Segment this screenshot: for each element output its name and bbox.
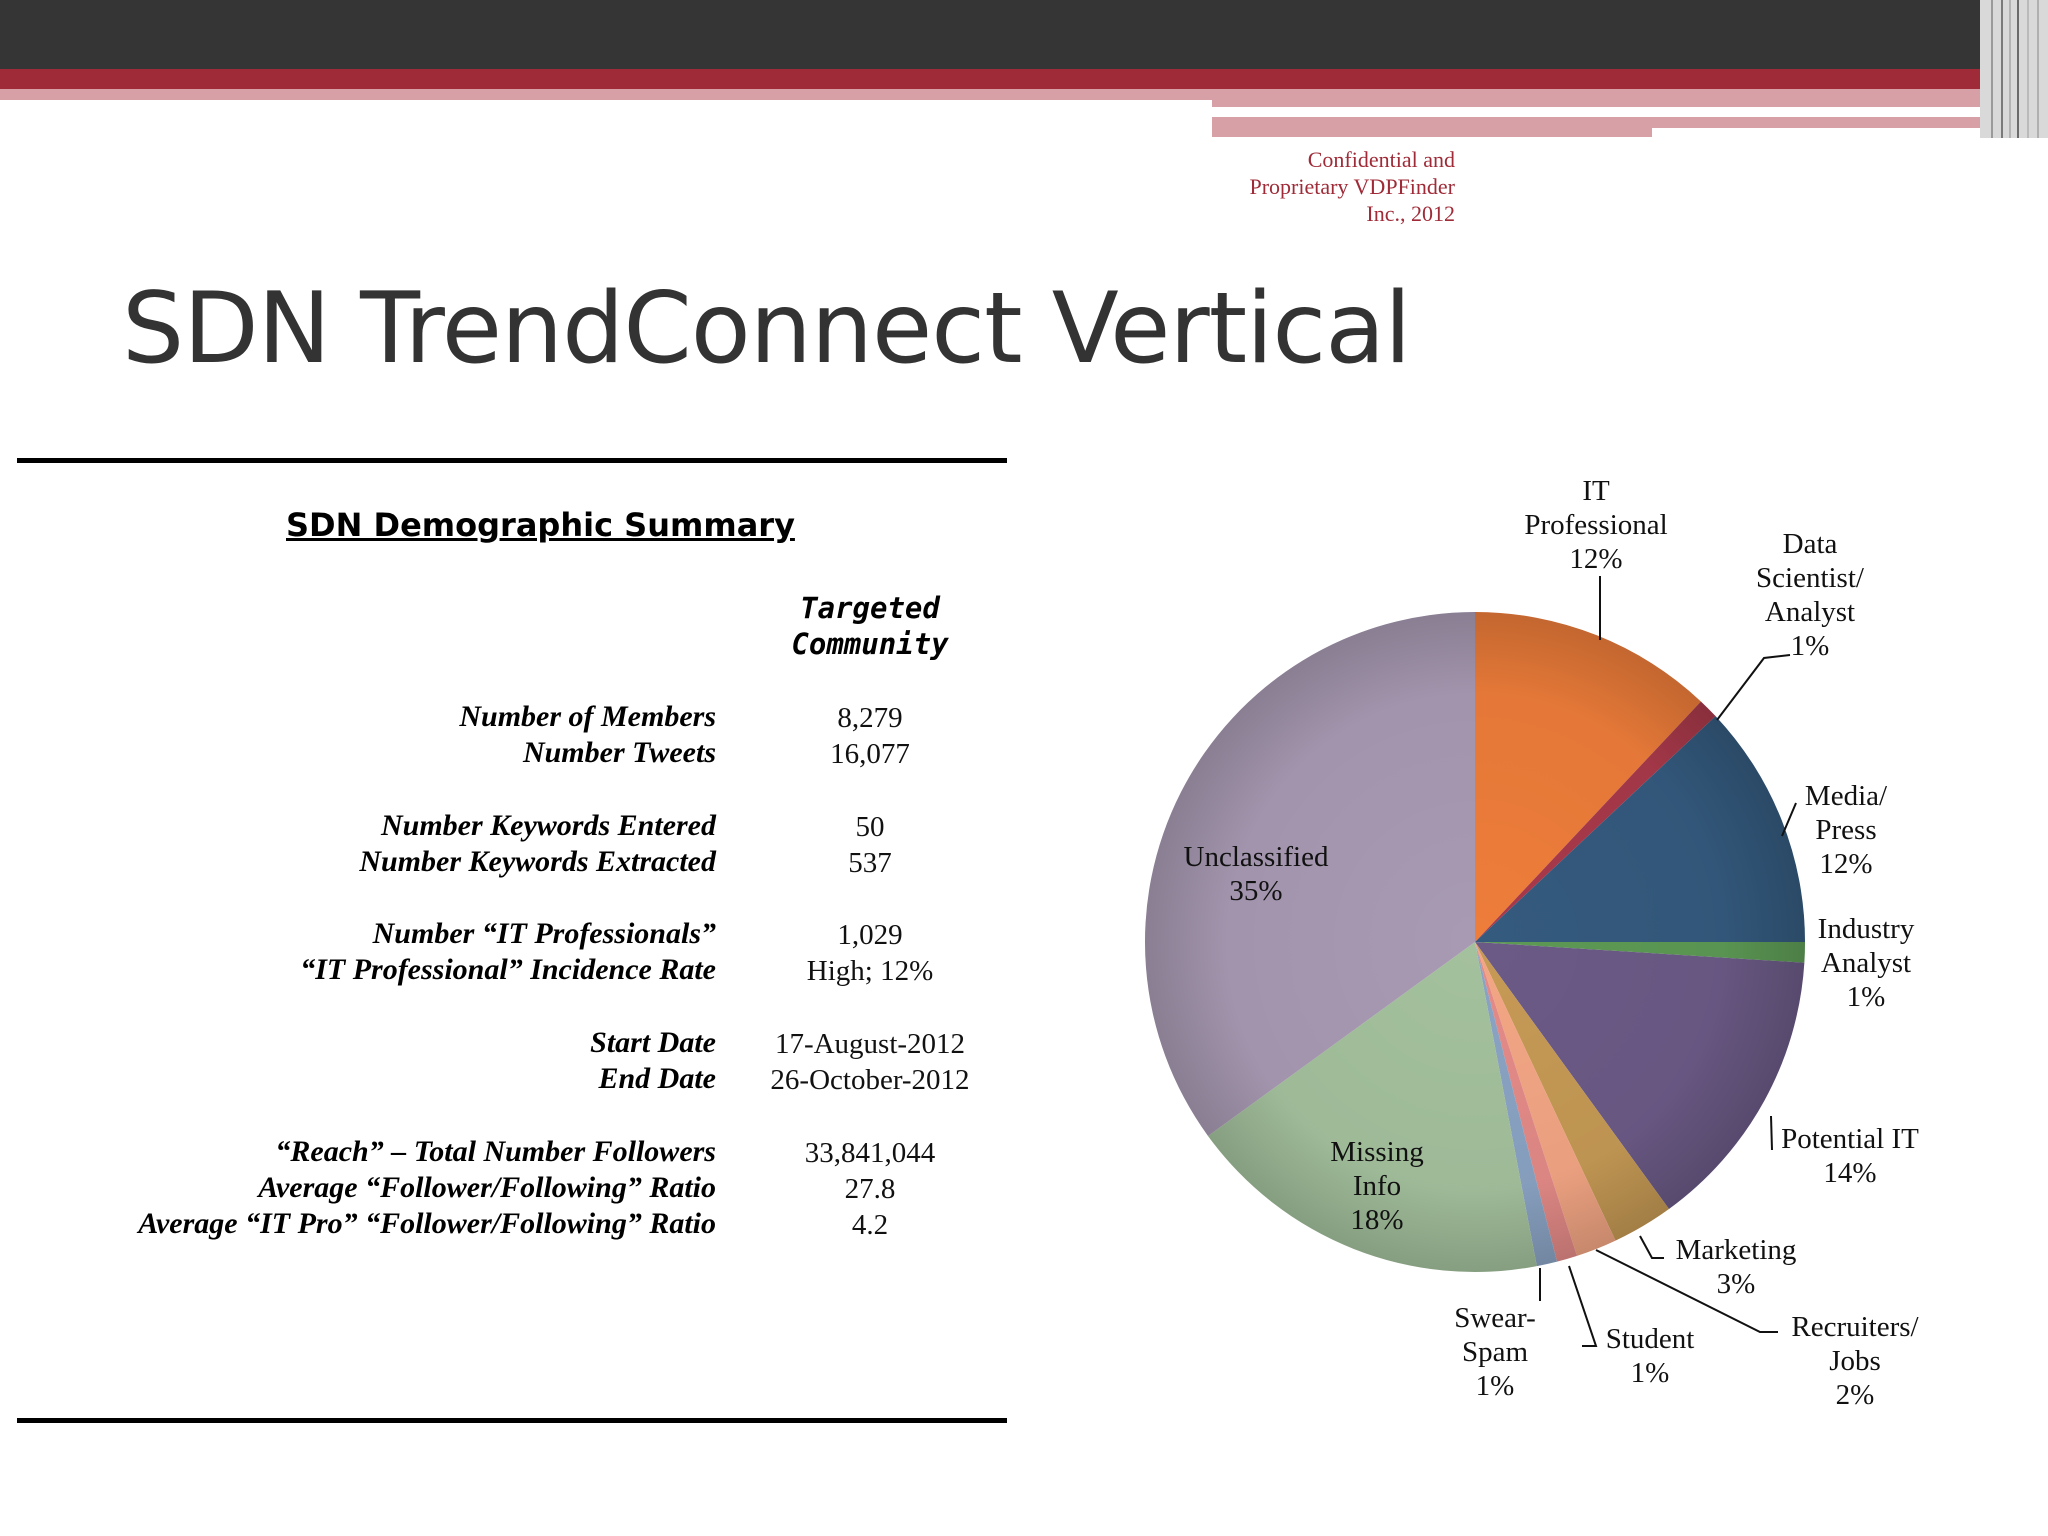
pie-label-line: 1% bbox=[1790, 630, 1830, 662]
row-value: 8,279 bbox=[837, 702, 903, 734]
row-value: 16,077 bbox=[830, 738, 910, 770]
pie-label-line: Industry bbox=[1817, 913, 1915, 945]
pie-label-line: Potential IT bbox=[1781, 1123, 1919, 1155]
row-label: Average “Follower/Following” Ratio bbox=[258, 1171, 716, 1204]
confidential-line: Confidential and bbox=[1307, 147, 1455, 172]
pie-label-recruiters-jobs bbox=[1791, 1311, 1919, 1411]
pie-label-line: Analyst bbox=[1764, 596, 1856, 628]
pie-label-line: IT bbox=[1582, 475, 1610, 507]
pie-label-potential-it bbox=[1781, 1123, 1919, 1189]
pie-label-student bbox=[1606, 1323, 1695, 1389]
row-label: Start Date bbox=[590, 1026, 716, 1059]
leader-line-data-scientist-analyst bbox=[1717, 655, 1790, 720]
pie-label-line: Professional bbox=[1524, 509, 1668, 541]
pie-label-line: Jobs bbox=[1829, 1345, 1881, 1377]
pie-label-line: Info bbox=[1352, 1170, 1402, 1202]
pie-label-line: 3% bbox=[1716, 1268, 1756, 1300]
row-value: 1,029 bbox=[837, 919, 903, 951]
row-value: High; 12% bbox=[806, 955, 934, 987]
row-label: Number Tweets bbox=[522, 736, 716, 769]
pie-label-it-professional bbox=[1524, 475, 1667, 575]
pie-label-line: Spam bbox=[1461, 1336, 1529, 1368]
pie-label-line: Data bbox=[1782, 528, 1838, 560]
pie-label-line: Missing bbox=[1330, 1136, 1424, 1168]
confidential-line: Proprietary VDPFinder bbox=[1249, 174, 1455, 199]
pie-label-line: 1% bbox=[1475, 1370, 1515, 1402]
row-label: Number Keywords Extracted bbox=[359, 845, 716, 878]
row-value: 27.8 bbox=[844, 1173, 896, 1205]
pie-label-line: 1% bbox=[1846, 981, 1886, 1013]
row-value: 17-August-2012 bbox=[774, 1028, 966, 1060]
leader-line-marketing bbox=[1640, 1236, 1664, 1258]
row-label: Number “IT Professionals” bbox=[372, 917, 716, 950]
pie-label-industry-analyst bbox=[1818, 913, 1915, 1013]
leader-line-media-press bbox=[1782, 803, 1796, 836]
leader-line-student bbox=[1569, 1266, 1596, 1346]
pie-label-data-scientist-analyst bbox=[1756, 528, 1865, 662]
pie-label-line: Press bbox=[1815, 814, 1877, 846]
column-header-line: Targeted bbox=[800, 591, 940, 625]
column-header-line: Community bbox=[791, 627, 949, 661]
pie-label-line: 12% bbox=[1569, 543, 1623, 575]
row-value: 33,841,044 bbox=[804, 1137, 936, 1169]
pie-label-line: 12% bbox=[1819, 848, 1873, 880]
pie-label-swear-spam bbox=[1454, 1302, 1536, 1402]
pie-label-line: 18% bbox=[1350, 1204, 1404, 1236]
pie-label-line: Swear- bbox=[1454, 1302, 1536, 1334]
pie-label-line: Scientist/ bbox=[1756, 562, 1864, 594]
pie-label-media-press bbox=[1805, 780, 1888, 880]
pie-label-line: Student bbox=[1605, 1323, 1695, 1355]
pie-label-line: Analyst bbox=[1820, 947, 1912, 979]
pie-label-line: Marketing bbox=[1675, 1234, 1797, 1266]
slide-title: SDN TrendConnect Vertical bbox=[122, 272, 1411, 386]
row-label: Number of Members bbox=[459, 700, 716, 733]
row-label: Number Keywords Entered bbox=[380, 809, 716, 842]
leader-line-potential-it bbox=[1771, 1116, 1772, 1150]
row-value: 537 bbox=[848, 847, 892, 879]
pie-label-line: Media/ bbox=[1804, 780, 1888, 812]
summary-title: SDN Demographic Summary bbox=[286, 506, 795, 544]
row-label: Average “IT Pro” “Follower/Following” Ratio bbox=[138, 1207, 716, 1240]
pie-label-line: Recruiters/ bbox=[1791, 1311, 1919, 1343]
row-label: End Date bbox=[598, 1062, 716, 1095]
row-value: 50 bbox=[855, 811, 885, 843]
row-label: “IT Professional” Incidence Rate bbox=[300, 953, 716, 986]
pie-label-line: 1% bbox=[1630, 1357, 1670, 1389]
pie-label-line: Unclassified bbox=[1183, 841, 1329, 873]
row-value: 4.2 bbox=[851, 1209, 889, 1241]
pie-label-marketing bbox=[1676, 1234, 1797, 1300]
confidential-line: Inc., 2012 bbox=[1366, 201, 1455, 226]
pie-label-line: 2% bbox=[1835, 1379, 1875, 1411]
row-label: “Reach” – Total Number Followers bbox=[275, 1135, 716, 1168]
row-value: 26-October-2012 bbox=[770, 1064, 970, 1096]
pie-label-line: 14% bbox=[1823, 1157, 1877, 1189]
pie-label-line: 35% bbox=[1229, 875, 1283, 907]
